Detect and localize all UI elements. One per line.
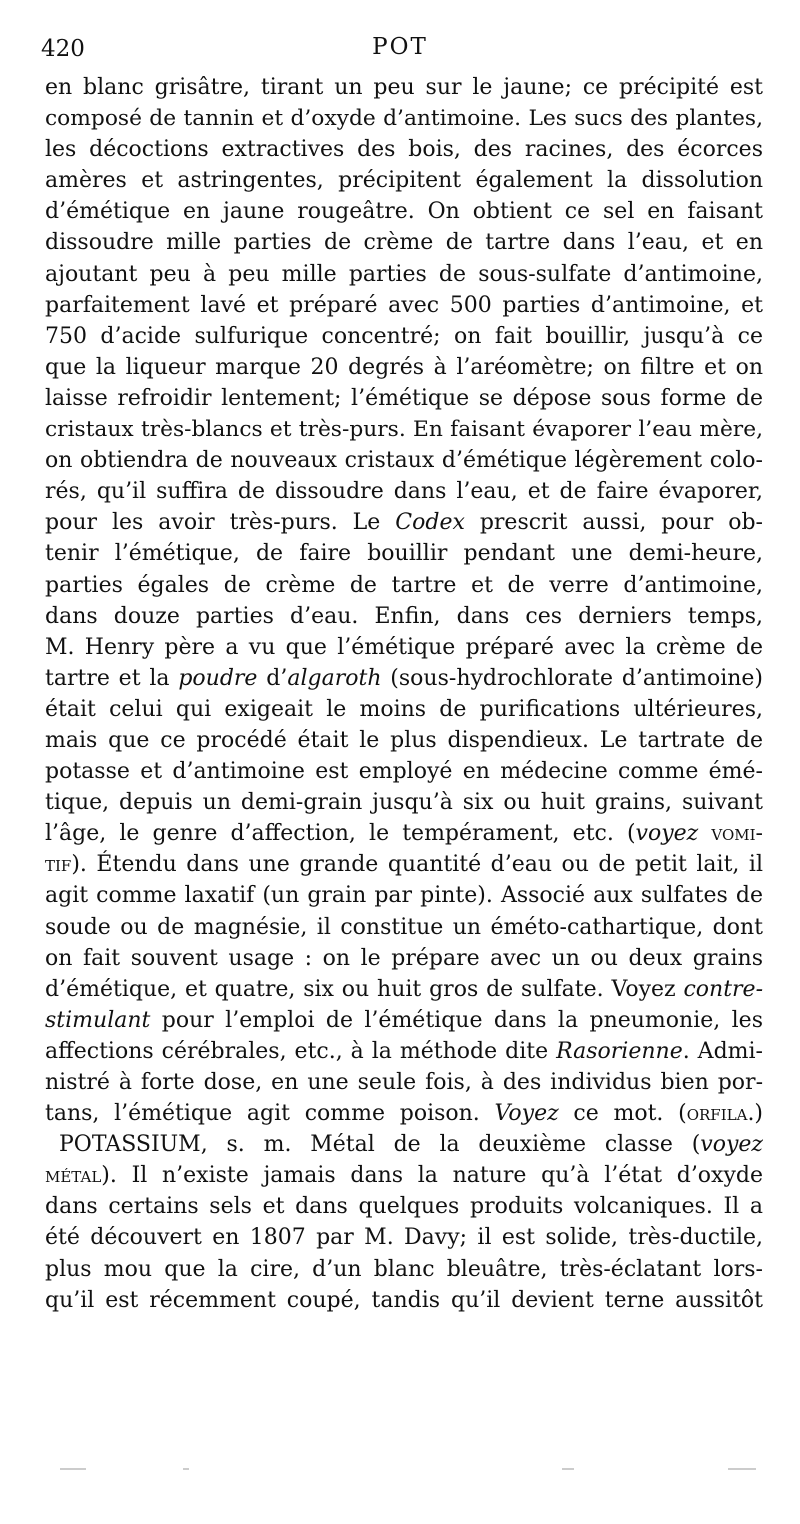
text-segment-italic: Codex — [395, 510, 465, 536]
text-segment: cristaux très-blancs et très-purs. En faisant évaporer l’eau mère, — [45, 417, 763, 443]
text-segment: mais que ce procédé était le plus dispendieux. Le tartrate de — [45, 727, 763, 753]
text-segment — [698, 821, 711, 846]
text-line — [45, 1222, 763, 1253]
text-line — [45, 1036, 763, 1067]
footer-smudge-right — [728, 1468, 756, 1470]
text-line — [45, 601, 763, 632]
running-head: POT — [372, 34, 428, 60]
text-line — [45, 290, 763, 321]
text-segment: prescrit aussi, pour ob- — [464, 510, 763, 536]
text-segment: que la liqueur marque 20 degrés à l’aréomètre; on filtre et on — [45, 354, 763, 380]
text-segment: nistré à forte dose, en une seule fois, à des individus bien por- — [45, 1070, 763, 1095]
text-line — [45, 227, 763, 258]
text-segment: 750 d’acide sulfurique concentré; on fait bouillir, jusqu’à ce — [45, 323, 763, 349]
text-segment: ). Étendu dans une grande quantité d’eau ou de petit lait, il — [71, 852, 763, 878]
text-segment: métal — [45, 1163, 102, 1189]
text-segment: été découvert en 1807 par M. Davy; il est solide, très-ductile, — [45, 1225, 763, 1251]
page-number: 420 — [41, 36, 85, 62]
text-segment: on fait souvent usage : on le prépare avec un ou deux grains — [45, 945, 763, 971]
text-segment: parties égales de crème de tartre et de verre d’antimoine, — [45, 572, 763, 598]
text-segment: tif — [45, 852, 72, 878]
text-line — [45, 538, 763, 569]
text-segment: laisse refroidir lentement; l’émétique se dépose sous forme de — [45, 385, 763, 411]
text-segment: (sous-hydrochlorate d’antimoine) — [381, 665, 763, 691]
text-line — [45, 1160, 763, 1191]
text-line — [45, 196, 763, 227]
text-line — [45, 1129, 763, 1160]
text-segment: qu’il est récemment coupé, tandis qu’il devient terne aussitôt — [45, 1287, 763, 1313]
text-segment: d’émétique, et quatre, six ou huit gros de sulfate. Voyez — [45, 976, 684, 1002]
text-segment: ce mot. ( — [558, 1101, 687, 1127]
text-segment: soude ou de magnésie, il constitue un éméto-cathartique, dont — [45, 914, 763, 940]
text-segment: voyez — [700, 1132, 763, 1158]
text-line — [45, 134, 763, 165]
footer-smudge-left — [60, 1468, 86, 1470]
text-line — [45, 259, 763, 290]
text-segment — [45, 510, 763, 535]
text-segment: algaroth — [287, 665, 382, 691]
text-segment: plus mou que la cire, d’un blanc bleuâtre, très-éclatant lors- — [45, 1256, 763, 1282]
text-segment: vomi- — [711, 821, 763, 847]
text-line — [45, 72, 763, 103]
text-segment: en blanc grisâtre, tirant un peu sur le jaune; ce précipité est — [45, 75, 763, 100]
text-segment: POTASSIUM, s. m. Métal de la deuxième classe ( — [59, 1132, 701, 1158]
text-line — [45, 321, 763, 352]
text-segment: tans, l’émétique agit comme poison. — [45, 1101, 495, 1127]
text-line — [45, 507, 763, 538]
text-segment: tartre et la — [45, 665, 179, 691]
text-line — [45, 818, 763, 849]
text-segment: agit comme laxatif (un grain par pinte). Associé aux sulfates de — [45, 883, 763, 909]
text-line — [45, 103, 763, 134]
text-line — [45, 1191, 763, 1222]
text-line — [45, 725, 763, 756]
text-line — [45, 414, 763, 445]
text-segment: .) — [747, 1101, 764, 1127]
text-segment: . Admi- — [682, 1038, 763, 1064]
text-line — [45, 1285, 763, 1316]
body-text — [45, 72, 763, 1316]
text-segment: dans douze parties d’eau. Enfin, dans ces derniers temps, — [45, 603, 763, 629]
text-segment: potasse et d’antimoine est employé en médecine comme émé- — [45, 759, 763, 785]
text-segment: dissoudre mille parties de crème de tartre dans l’eau, et en — [45, 230, 763, 256]
text-segment: contre- — [683, 976, 763, 1002]
text-segment: ajoutant peu à peu mille parties de sous-sulfate d’antimoine, — [45, 261, 763, 287]
text-segment: parfaitement lavé et préparé avec 500 parties d’antimoine, et — [45, 292, 763, 318]
text-line — [45, 632, 763, 663]
text-segment: pour les avoir très-purs. Le — [45, 510, 396, 536]
text-segment: tique, depuis un demi-grain jusqu’à six ou huit grains, suivant — [45, 790, 763, 816]
text-line — [45, 352, 763, 383]
text-segment: affections cérébrales, etc., à la méthode dite — [45, 1038, 557, 1064]
text-line — [45, 1254, 763, 1285]
footer-smudge — [562, 1468, 574, 1470]
text-segment: dans certains sels et dans quelques produits volcaniques. Il a — [45, 1194, 763, 1220]
text-line — [45, 694, 763, 725]
text-line — [45, 943, 763, 974]
text-line — [45, 1005, 763, 1036]
text-segment: composé de tannin et d’oxyde d’antimoine. Les sucs des plantes, — [45, 106, 763, 132]
text-line — [45, 1067, 763, 1098]
text-line — [45, 663, 763, 694]
text-segment: rés, qu’il suffira de dissoudre dans l’eau, et de faire évaporer, — [45, 479, 763, 505]
text-line — [45, 476, 763, 507]
text-segment: ). Il n’existe jamais dans la nature qu’à l’état d’oxyde — [101, 1163, 763, 1189]
text-line — [45, 849, 763, 880]
text-line — [45, 570, 763, 601]
text-line — [45, 974, 763, 1005]
text-segment: d’émétique en jaune rougeâtre. On obtient ce sel en faisant — [45, 199, 763, 225]
text-line — [45, 383, 763, 414]
text-segment: était celui qui exigeait le moins de purifications ultérieures, — [45, 696, 763, 722]
text-segment: amères et astringentes, précipitent également la dissolution — [45, 168, 763, 194]
text-segment: Voyez — [494, 1101, 559, 1127]
text-segment: on obtiendra de nouveaux cristaux d’émétique légèrement colo- — [45, 448, 763, 474]
text-line — [45, 445, 763, 476]
text-segment: l’âge, le genre d’affection, le tempérament, etc. ( — [45, 821, 636, 847]
text-line — [45, 880, 763, 911]
footer-smudge — [183, 1468, 189, 1470]
text-segment: pour l’emploi de l’émétique dans la pneumonie, les — [150, 1007, 763, 1033]
text-segment: Rasorienne — [556, 1038, 683, 1064]
text-segment: M. Henry père a vu que l’émétique préparé avec la crème de — [45, 634, 763, 660]
text-segment: poudre — [178, 665, 258, 691]
text-line — [45, 787, 763, 818]
text-line — [45, 912, 763, 943]
text-segment: tenir l’émétique, de faire bouillir pendant une demi-heure, — [45, 541, 763, 567]
text-line — [45, 165, 763, 196]
text-segment: voyez — [635, 821, 699, 847]
text-segment: d’ — [257, 665, 288, 691]
text-segment: orfila — [686, 1101, 748, 1127]
text-line — [45, 756, 763, 787]
text-segment: stimulant — [45, 1007, 151, 1033]
text-segment: les décoctions extractives des bois, des racines, des écorces — [45, 137, 763, 163]
text-line — [45, 1098, 763, 1129]
